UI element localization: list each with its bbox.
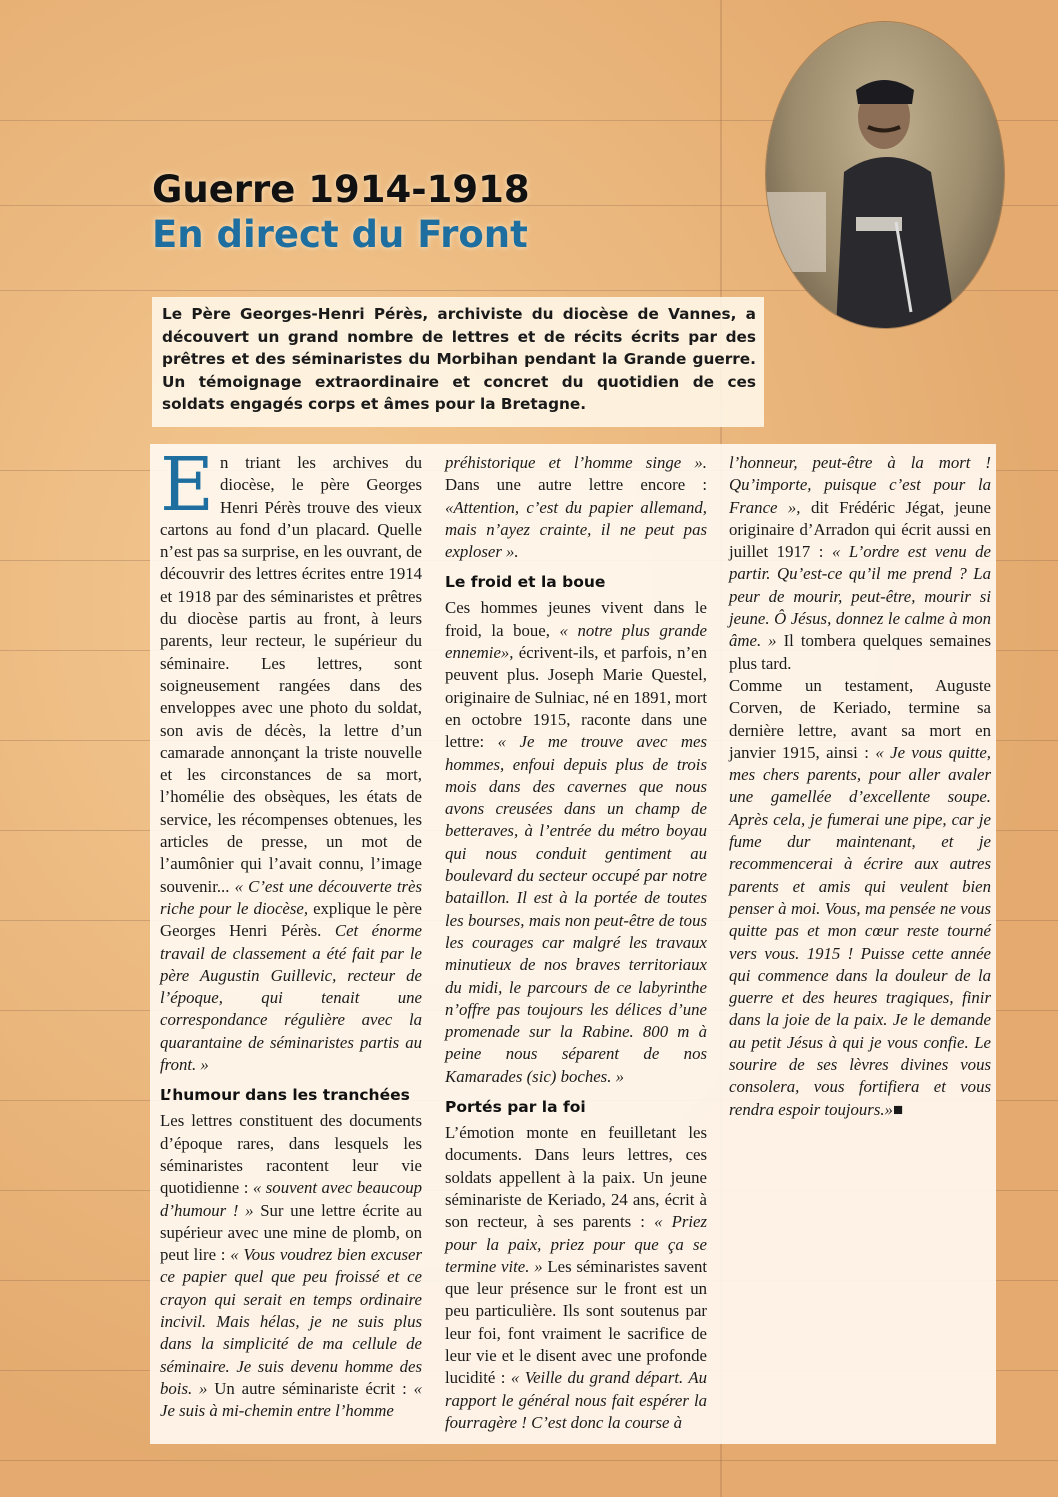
column-1 xyxy=(160,442,423,1422)
quote: « souvent avec beaucoup d’humour ! » xyxy=(160,1178,423,1220)
quote: « Je me trouve avec mes hommes, enfoui depuis plus de trois mois dans des cavernes que nous avons creusées dans un champ de betteraves, à l’entrée du métro boyau qui nous conduit gentiment au boulevard du secteur occupé par notre bataillon. Il est à la portée de toutes les bourses, mais non peut-être de tous les courages car malgré les travaux minutieux de nos braves territoriaux du midi, le parcours de ce labyrinthe n’offre pas toujours les délices d’une promenade sur la Rabine. 800 m à peine nous séparent de nos Kamarades (sic) boches. » xyxy=(445,732,707,1086)
paragraph xyxy=(445,452,707,563)
quote: « Priez pour la paix, priez pour que ça se termine vite. » xyxy=(445,1212,707,1276)
text-run: Comme un testament, Auguste Corven, de Keriado, termine sa dernière lettre, avant sa mort en janvier 1915, ainsi : xyxy=(729,675,991,762)
quote: préhistorique et l’homme singe ». xyxy=(445,453,707,472)
article-body xyxy=(150,444,996,1444)
page-title: Guerre 1914-1918 xyxy=(152,168,530,211)
paragraph xyxy=(160,442,423,1076)
end-mark: ■ xyxy=(892,1099,904,1119)
section-heading-froid: Le froid et la boue xyxy=(445,573,606,592)
text-run: Sur une lettre écrite au supérieur avec une mine de plomb, on peut lire : xyxy=(160,1200,423,1265)
quote: « Veille du grand départ. Au rapport le général nous fait espérer la fourragère ! C’est donc la course à xyxy=(445,1368,707,1432)
text-run: Ces hommes jeunes vivent dans le froid, la boue, xyxy=(445,598,707,640)
intro-text: Le Père Georges-Henri Pérès, archiviste du diocèse de Vannes, a découvert un grand nombre de lettres et de récits écrits par des prêtres et des séminaristes du Morbihan pendant la Grande guerre. Un témoignage extraordinaire et concret du quotidien de ces soldats engagés corps et âmes pour la Bretagne. xyxy=(162,305,756,414)
quote: «Attention, c’est du papier allemand, mais n’ayez crainte, il ne peut pas exploser ». xyxy=(445,497,707,562)
text-run: n triant les archives du diocèse, le père Georges Henri Pérès trouve des vieux cartons au fond d’un placard. Quelle n’est pas sa surprise, en les ouvrant, de découvrir des lettres écrites entre 1914 et 1918 par des séminaristes et prêtres du diocèse partis au front, à leurs parents, leur recteur, le supérieur du séminaire. Les lettres, sont soigneusement rangées dans des enveloppes avec une photo du soldat, son avis de décès, la lettre d’un camarade annonçant la triste nouvelle et les circonstances de sa mort, l’homélie des obsèques, les états de service, les récompenses obtenues, les articles de presse, un mot de l’aumônier qui l’avait connu, l’image souvenir... xyxy=(160,453,422,896)
title-block xyxy=(152,168,530,258)
text-run: Un autre séminariste écrit : xyxy=(207,1378,414,1398)
quote: « notre plus grande ennemie», xyxy=(445,620,707,663)
paragraph xyxy=(445,1122,707,1434)
paragraph xyxy=(729,675,991,1121)
quote: « L’ordre est venu de partir. Qu’est-ce qu’il me prend ? La peur de mourir, peut-être, mourir si jeune. Ô Jésus, donnez le calme à mon âme. » xyxy=(729,542,991,651)
quote: « Je suis à mi-chemin entre l’homme xyxy=(160,1378,422,1421)
text-run: dit Frédéric Jégat, jeune originaire d’Arradon qui écrit aussi en juillet 1917 : xyxy=(729,497,991,562)
quote: « Vous voudrez bien excuser ce papier quel que peu froissé et ce crayon qui serait en temps ordinaire incivil. Mais hélas, je ne suis plus dans la simplicité de ma cellule de séminaire. Je suis devenu homme des bois. » xyxy=(160,1245,422,1398)
paragraph xyxy=(445,597,707,1088)
text-run: Les lettres constituent des documents d’époque rares, dans lesquels les séminaristes racontent leur vie quotidienne : xyxy=(160,1111,422,1198)
text-run: Les séminaristes savent que leur présence sur le front est un peu particulière. Ils sont soutenus par leur foi, font vraiment le sacrifice de leur vie et le disent avec une profonde lucidité : xyxy=(445,1256,707,1388)
dropcap: E xyxy=(160,442,215,528)
column-3 xyxy=(729,452,991,1121)
paragraph xyxy=(160,1110,422,1422)
section-heading-foi: Portés par la foi xyxy=(445,1098,586,1117)
text-run: écrivent-ils, et parfois, n’en peuvent plus. Joseph Marie Questel, originaire de Sulniac, né en 1891, mort en octobre 1915, raconte dans une lettre: xyxy=(445,643,707,752)
text-run: Dans une autre lettre encore : xyxy=(445,475,707,495)
quote: l’honneur, peut-être à la mort ! Qu’importe, puisque c’est pour la France », xyxy=(729,453,991,517)
text-run: L’émotion monte en feuilletant les documents. Dans leurs lettres, ces soldats appellent à la paix. Un jeune séminariste de Keriado, 24 ans, écrit à son recteur, à ses parents : xyxy=(445,1123,707,1232)
quote: « Je vous quitte, mes chers parents, pour aller avaler une gamellée d’excellente soupe. Après cela, je fumerai une pipe, car je fume dur maintenant, et je recommencerai à écrire aux autres parents et amis qui veulent bien penser à moi. Vous, ma pensée ne vous quitte pas et mon cœur reste tourné vers vous. 1915 ! Puisse cette année qui commence dans la douleur de la guerre et des heures tragiques, finir dans la joie de la paix. Je le demande au petit Jésus à qui je vous confie. Le sourire de ses lèvres divines vous consolera, vous fortifiera et vous rendra espoir toujours.» xyxy=(729,742,991,1119)
soldier-portrait-icon xyxy=(766,22,1004,328)
quote: Cet énorme travail de classement a été fait par le père Augustin Guillevic, recteur de l’époque, qui tenait une correspondance régulière avec la quarantaine de séminaristes partis au front. » xyxy=(160,921,423,1075)
text-run: Il tombera quelques semaines plus tard. xyxy=(729,631,991,673)
soldier-portrait-photo xyxy=(766,22,1004,328)
intro-box xyxy=(152,297,764,427)
section-heading-humour: L’humour dans les tranchées xyxy=(160,1086,410,1105)
quote: « C’est une découverte très riche pour le diocèse, xyxy=(160,876,422,918)
text-run: explique le père Georges Henri Pérès. xyxy=(160,898,422,941)
paragraph xyxy=(729,452,991,675)
column-2 xyxy=(445,452,707,1434)
page-subtitle: En direct du Front xyxy=(152,213,528,256)
